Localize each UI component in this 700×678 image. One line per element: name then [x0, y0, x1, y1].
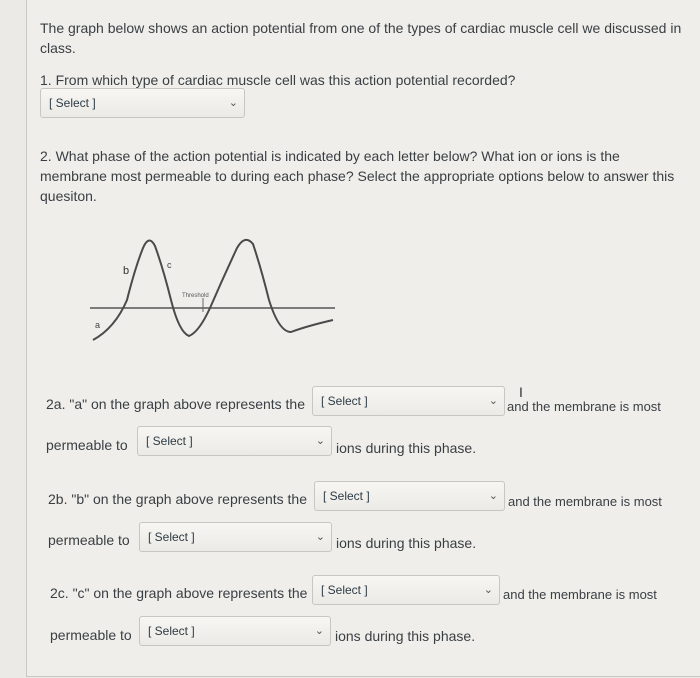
q2c-perm: permeable to	[50, 627, 132, 643]
chevron-down-icon: ⌄	[315, 531, 325, 543]
q2b-select-phase-value: [ Select ]	[323, 489, 370, 503]
q2-text: 2. What phase of the action potential is indicated by each letter below? What ion or ions is the membrane most permeable to during each phase? Select the appropriate options below to answer this quesiton.	[40, 148, 675, 204]
label-b: b	[123, 265, 130, 277]
intro-text: The graph below shows an action potential from one of the types of cardiac muscle cell we discussed in class.	[40, 20, 682, 56]
q2b-tail: ions during this phase.	[336, 535, 477, 551]
q1-select[interactable]	[40, 88, 245, 118]
q2b-select-phase[interactable]	[314, 481, 505, 511]
q2a-select-phase[interactable]	[312, 386, 505, 416]
q2b-lead: 2b. "b" on the graph above represents the	[48, 491, 308, 507]
chevron-down-icon: ⌄	[488, 395, 498, 407]
q2c-tail: ions during this phase.	[335, 628, 476, 644]
chevron-down-icon: ⌄	[228, 97, 238, 109]
q2c-mid: and the membrane is most	[503, 587, 657, 602]
q2b-perm: permeable to	[48, 532, 130, 548]
label-c: c	[167, 260, 172, 270]
q2c-select-phase-value: [ Select ]	[321, 583, 368, 597]
q2a-mid: and the membrane is most	[507, 399, 661, 414]
q2a-perm: permeable to	[46, 437, 128, 453]
label-a: a	[95, 320, 101, 330]
q2c-select-ion-value: [ Select ]	[148, 624, 195, 638]
q2c-lead: 2c. "c" on the graph above represents the	[50, 585, 308, 601]
text-cursor-icon: I	[519, 384, 523, 400]
chevron-down-icon: ⌄	[488, 490, 498, 502]
q2a-select-ion[interactable]	[137, 426, 332, 456]
chevron-down-icon: ⌄	[483, 584, 493, 596]
action-potential-graph	[85, 228, 345, 348]
q2a-select-ion-value: [ Select ]	[146, 434, 193, 448]
q2c-select-ion[interactable]	[139, 616, 331, 646]
threshold-label: Threshold	[182, 293, 209, 299]
q2a-select-phase-value: [ Select ]	[321, 394, 368, 408]
q2a-lead: 2a. "a" on the graph above represents the	[46, 396, 306, 412]
q2a-tail: ions during this phase.	[336, 440, 477, 456]
q1-select-value: [ Select ]	[49, 96, 96, 110]
q2c-select-phase[interactable]	[312, 575, 500, 605]
q1-text: 1. From which type of cardiac muscle cell was this action potential recorded?	[40, 72, 516, 88]
q2b-mid: and the membrane is most	[508, 494, 662, 509]
chevron-down-icon: ⌄	[315, 435, 325, 447]
chevron-down-icon: ⌄	[314, 625, 324, 637]
q2b-select-ion-value: [ Select ]	[148, 530, 195, 544]
q2b-select-ion[interactable]	[139, 522, 332, 552]
